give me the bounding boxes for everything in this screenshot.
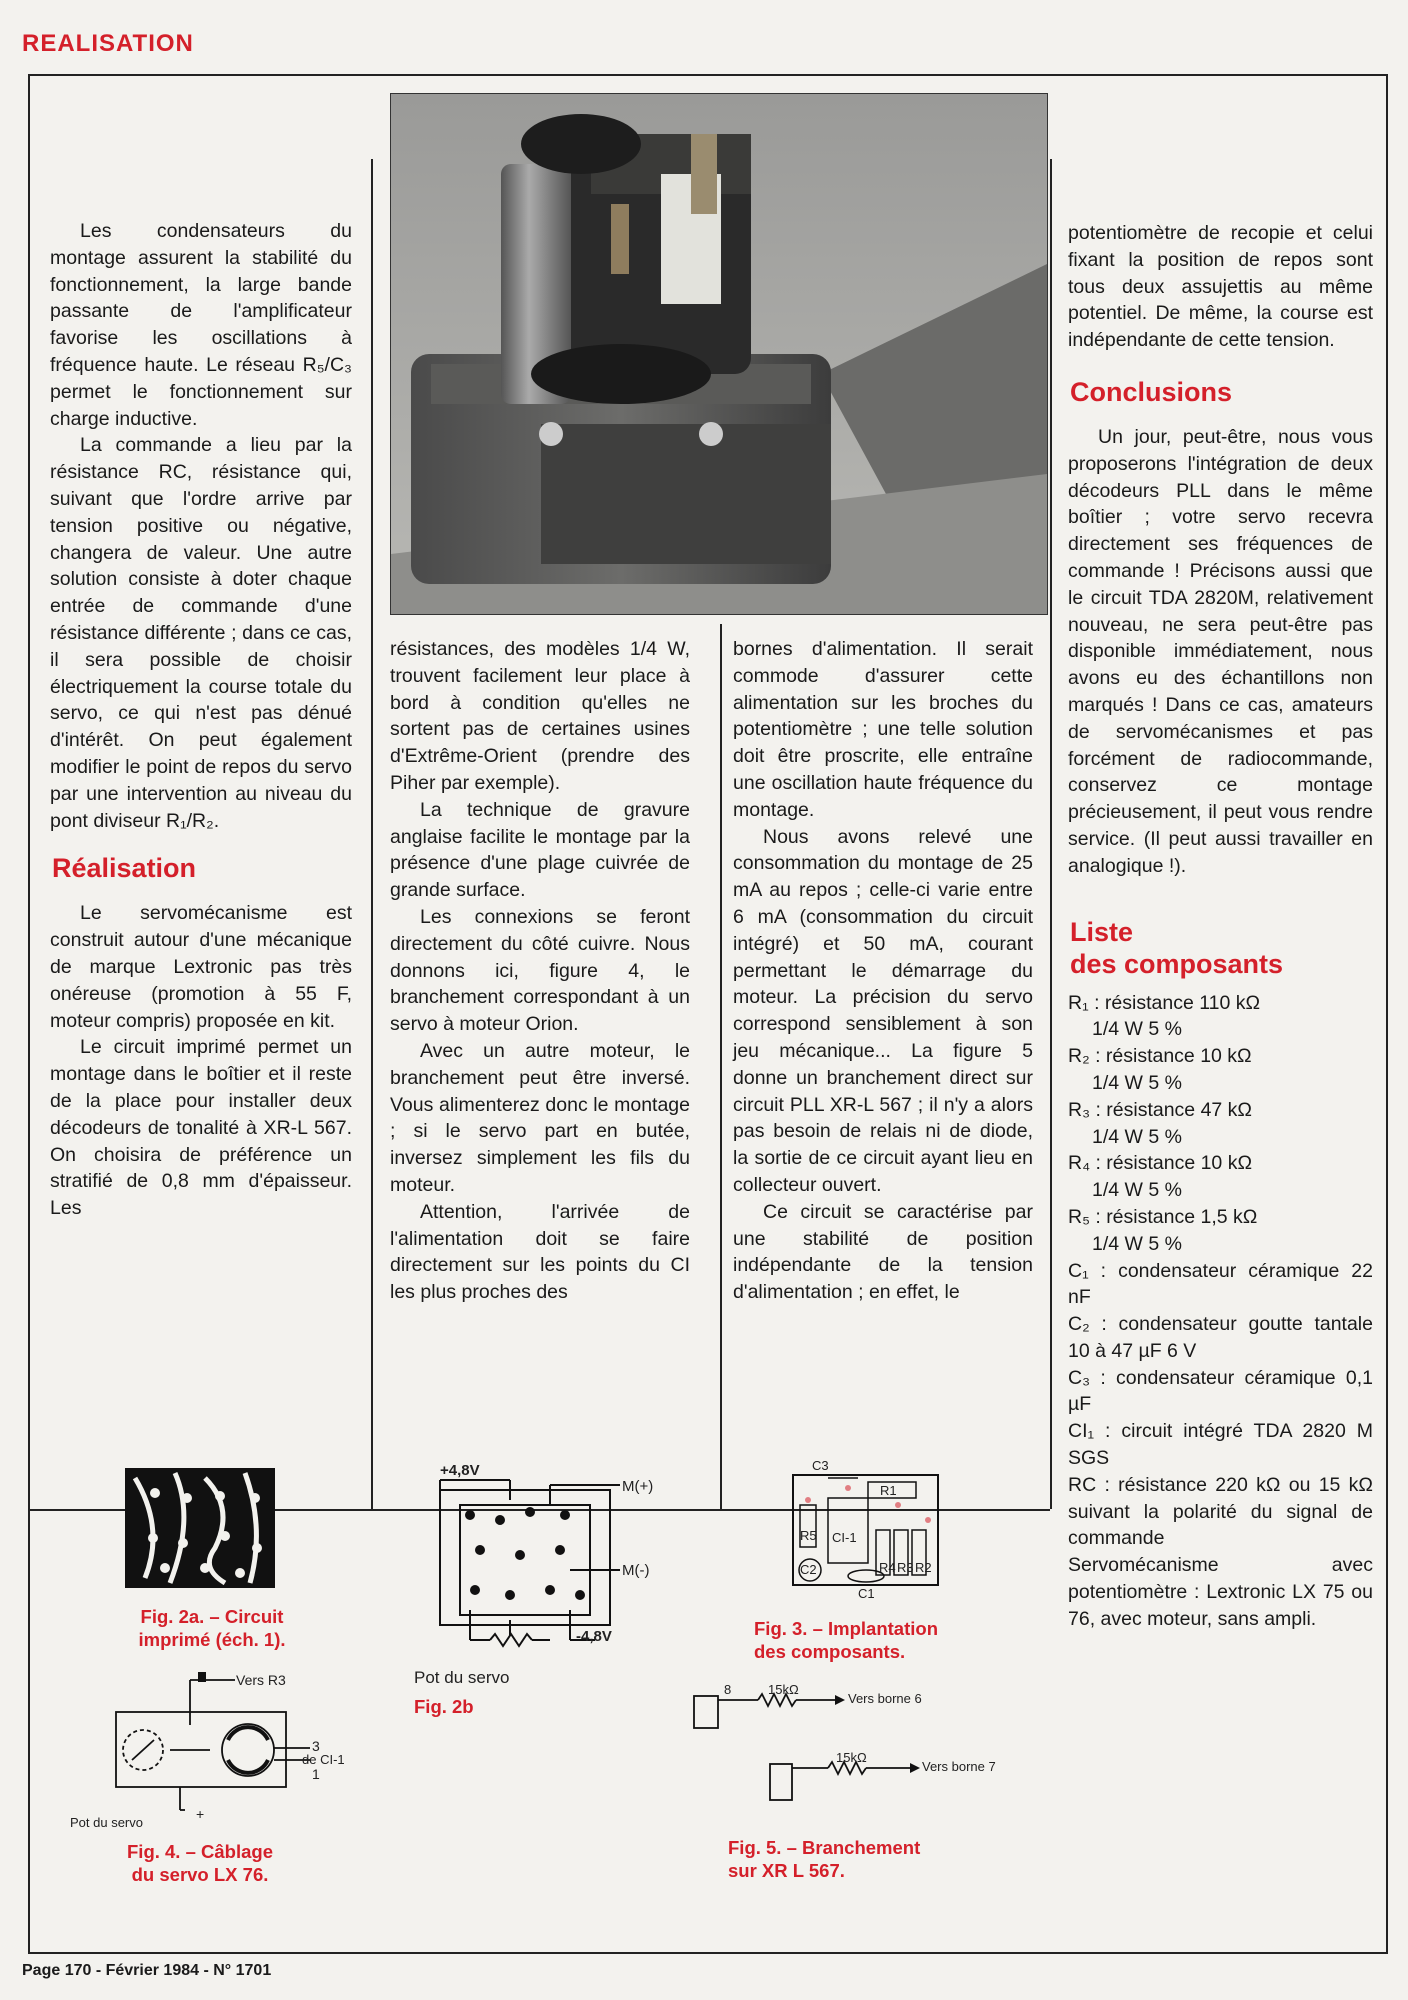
- fig-5-caption-line2: sur XR L 567.: [728, 1860, 845, 1881]
- section-header: REALISATION: [22, 30, 194, 57]
- component-c1: C₁ : condensateur céramique 22 nF: [1068, 1259, 1373, 1309]
- fig-2b-mplus-label: M(+): [622, 1478, 654, 1495]
- fig-3-label-r3: R3: [897, 1560, 914, 1575]
- fig-4-caption-line1: Fig. 4. – Câblage: [127, 1841, 273, 1862]
- col2-paragraph-3: Les connexions se feront directement du côté cuivre. Nous donnons ici, figure 4, le branchement correspondant à un servo à moteur Orion.: [390, 905, 690, 1036]
- fig-3-label-c3: C3: [812, 1458, 829, 1473]
- component-r5-spec: 1/4 W 5 %: [1092, 1232, 1182, 1255]
- heading-components-line2: des composants: [1070, 948, 1284, 979]
- col3-paragraph-3: Ce circuit se caractérise par une stabilité de position indépendante de la tension d'alimentation ; en effet, le: [733, 1200, 1033, 1304]
- fig-3-caption-line2: des composants.: [754, 1641, 906, 1662]
- fig-4-pin-1: 1: [312, 1766, 320, 1782]
- fig-2a-caption-line1: Fig. 2a. – Circuit: [140, 1606, 284, 1627]
- component-r4: R₄ : résistance 10 kΩ: [1068, 1152, 1253, 1175]
- fig-2a-pcb: [125, 1468, 275, 1593]
- fig-3-label-c2: C2: [800, 1562, 817, 1577]
- fig-2b-minus-label: -4,8V: [576, 1628, 612, 1645]
- fig-3-label-r4: R4: [879, 1560, 896, 1575]
- fig-2a-caption: [112, 1605, 312, 1651]
- component-c3: C₃ : condensateur céramique 0,1 µF: [1068, 1366, 1373, 1416]
- fig-5-caption-line1: Fig. 5. – Branchement: [728, 1837, 921, 1858]
- col2-paragraph-2: La technique de gravure anglaise facilite le montage par la présence d'une plage cuivrée de grande surface.: [390, 798, 690, 902]
- component-r1-spec: 1/4 W 5 %: [1092, 1018, 1182, 1041]
- component-r3: R₃ : résistance 47 kΩ: [1068, 1098, 1253, 1121]
- fig-3-label-r5: R5: [800, 1528, 817, 1543]
- fig-4-caption: [100, 1840, 300, 1886]
- col1-paragraph-4: Le circuit imprimé permet un montage dans le boîtier et il reste de la place pour installer deux décodeurs de tonalité à XR-L 567. On choisira de préférence un stratifié de 0,8 mm d'épaisseur. Les: [50, 1036, 352, 1220]
- fig-4-pin-3: 3: [312, 1738, 320, 1754]
- component-rc: RC : résistance 220 kΩ ou 15 kΩ suivant la polarité du signal de commande: [1068, 1473, 1373, 1550]
- heading-components: [1070, 916, 1373, 980]
- fig-2a-caption-line2: imprimé (éch. 1).: [138, 1629, 286, 1650]
- fig-4-vers-r3: Vers R3: [236, 1672, 286, 1688]
- page-footer: Page 170 - Février 1984 - N° 1701: [22, 1962, 272, 1979]
- fig-3-label-r1: R1: [880, 1483, 897, 1498]
- fig-5-vers-borne-7: Vers borne 7: [922, 1759, 996, 1774]
- component-r5: R₅ : résistance 1,5 kΩ: [1068, 1205, 1258, 1228]
- col2-paragraph-5: Attention, l'arrivée de l'alimentation doit se faire directement sur les points du CI les plus proches des: [390, 1200, 690, 1304]
- fig-3-label-ci1: CI-1: [832, 1530, 857, 1545]
- fig-5-resistor-2: 15kΩ: [836, 1750, 867, 1765]
- component-servo: Servomécanisme avec potentiomètre : Lextronic LX 75 ou 76, avec moteur, sans ampli.: [1068, 1554, 1373, 1630]
- col3-paragraph-2: Nous avons relevé une consommation du montage de 25 mA au repos ; celle-ci varie entre 6 mA (consommation du circuit intégré) et 50 mA, courant permettant le démarrage du moteur. La précision du servo correspond sensiblement à son jeu mécanique... La figure 5 donne un branchement direct sur circuit PLL XR-L 567 ; il n'y a alors pas besoin de relais ni de diode, la sortie de ce circuit ayant lieu en collecteur ouvert.: [733, 825, 1033, 1196]
- fig-3-label-r2: R2: [915, 1560, 932, 1575]
- component-r1: R₁ : résistance 110 kΩ: [1068, 991, 1261, 1014]
- divider-col1: [371, 159, 373, 1509]
- col1-paragraph-2: La commande a lieu par la résistance RC, résistance qui, suivant que l'ordre arrive par tension positive ou négative, changera de valeur. Une autre solution consiste à doter chaque entrée de commande d'une résistance différente ; dans ce cas, il sera possible de choisir électriquement la course totale du servo, ce qui n'est pas dénué d'intérêt. On peut également modifier le point de repos du servo par une intervention au niveau du pont diviseur R₁/R₂.: [50, 434, 352, 832]
- fig-5-pin-8: 8: [724, 1682, 732, 1697]
- fig-2b-mminus-label: M(-): [622, 1562, 650, 1579]
- divider-col3: [1050, 159, 1052, 1509]
- col4-paragraph-2: Un jour, peut-être, nous vous proposerons l'intégration de deux décodeurs PLL dans le même boîtier ; votre servo recevra directement ses fréquences de commande ! Précisons aussi que le circuit TDA 2820M, relativement nouveau, ne sera peut-être pas disponible immédiatement, nous avons eu des échantillons non marqués ! Dans ce cas, amateurs de servomécanismes et pas forcément de radiocommande, conservez ce montage précieusement, il peut vous rendre service. (Il peut aussi travailler en analogique !).: [1068, 425, 1373, 877]
- fig-2b-pot-label: Pot du servo: [414, 1668, 510, 1687]
- component-r2-spec: 1/4 W 5 %: [1092, 1071, 1182, 1094]
- column-4: [1068, 220, 1373, 1633]
- column-3: [733, 636, 1033, 1306]
- component-r2: R₂ : résistance 10 kΩ: [1068, 1045, 1252, 1068]
- col1-paragraph-1: Les condensateurs du montage assurent la stabilité du fonctionnement, la large bande passante de l'amplificateur favorise les oscillations à fréquence haute. Le réseau R₅/C₃ permet le fonctionnement sur charge inductive.: [50, 220, 352, 430]
- component-r3-spec: 1/4 W 5 %: [1092, 1125, 1182, 1148]
- fig-3-caption-line1: Fig. 3. – Implantation: [754, 1618, 938, 1639]
- fig-2b-caption: Fig. 2b: [414, 1696, 474, 1717]
- component-ci1: CI₁ : circuit intégré TDA 2820 M SGS: [1068, 1420, 1373, 1470]
- col2-paragraph-1: résistances, des modèles 1/4 W, trouvent facilement leur place à bord à condition qu'elles ne sortent pas de certaines usines d'Extrême-Orient (prendre des Piher par exemple).: [390, 638, 690, 794]
- divider-col2: [720, 624, 722, 1509]
- heading-conclusions: Conclusions: [1070, 376, 1233, 407]
- fig-3-label-c1: C1: [858, 1586, 875, 1601]
- fig-5-resistor-1: 15kΩ: [768, 1682, 799, 1697]
- components-list: [1068, 990, 1373, 1633]
- column-2: [390, 636, 690, 1306]
- col3-paragraph-1: bornes d'alimentation. Il serait commode d'assurer cette alimentation sur les broches du potentiomètre ; une telle solution doit être proscrite, elle entraîne une oscillation haute fréquence du montage.: [733, 638, 1033, 821]
- fig-3-caption: [754, 1617, 938, 1663]
- fig-4-servo-wiring: [110, 1670, 330, 1835]
- col1-paragraph-3: Le servomécanisme est construit autour d'une mécanique de marque Lextronic pas très onéreuse (promotion à 55 F, moteur compris) proposée en kit.: [50, 902, 352, 1032]
- component-r4-spec: 1/4 W 5 %: [1092, 1179, 1182, 1202]
- fig-4-de-ci1: de CI-1: [302, 1752, 345, 1767]
- col4-paragraph-1: potentiomètre de recopie et celui fixant la position de repos sont tous deux assujettis au même potentiel. De même, la course est indépendante de cette tension.: [1068, 222, 1373, 352]
- fig-2b-plus-label: +4,8V: [440, 1462, 480, 1479]
- col2-paragraph-4: Avec un autre moteur, le branchement peut être inversé. Vous alimenterez donc le montage ; si le servo part en butée, inversez simplement les fils du moteur.: [390, 1039, 690, 1196]
- fig-4-pot-label: Pot du servo: [70, 1815, 143, 1830]
- column-1: [50, 218, 352, 1222]
- fig-5-vers-borne-6: Vers borne 6: [848, 1691, 922, 1706]
- heading-realisation: Réalisation: [52, 853, 197, 884]
- fig-5-caption: [728, 1836, 920, 1882]
- component-c2: C₂ : condensateur goutte tantale 10 à 47 µF 6 V: [1068, 1313, 1373, 1362]
- servo-photo: [390, 93, 1048, 615]
- photo-servo-illustration: [391, 94, 1047, 614]
- fig-4-plus-label: +: [196, 1806, 205, 1822]
- heading-components-line1: Liste: [1070, 916, 1134, 947]
- fig-4-caption-line2: du servo LX 76.: [131, 1864, 269, 1885]
